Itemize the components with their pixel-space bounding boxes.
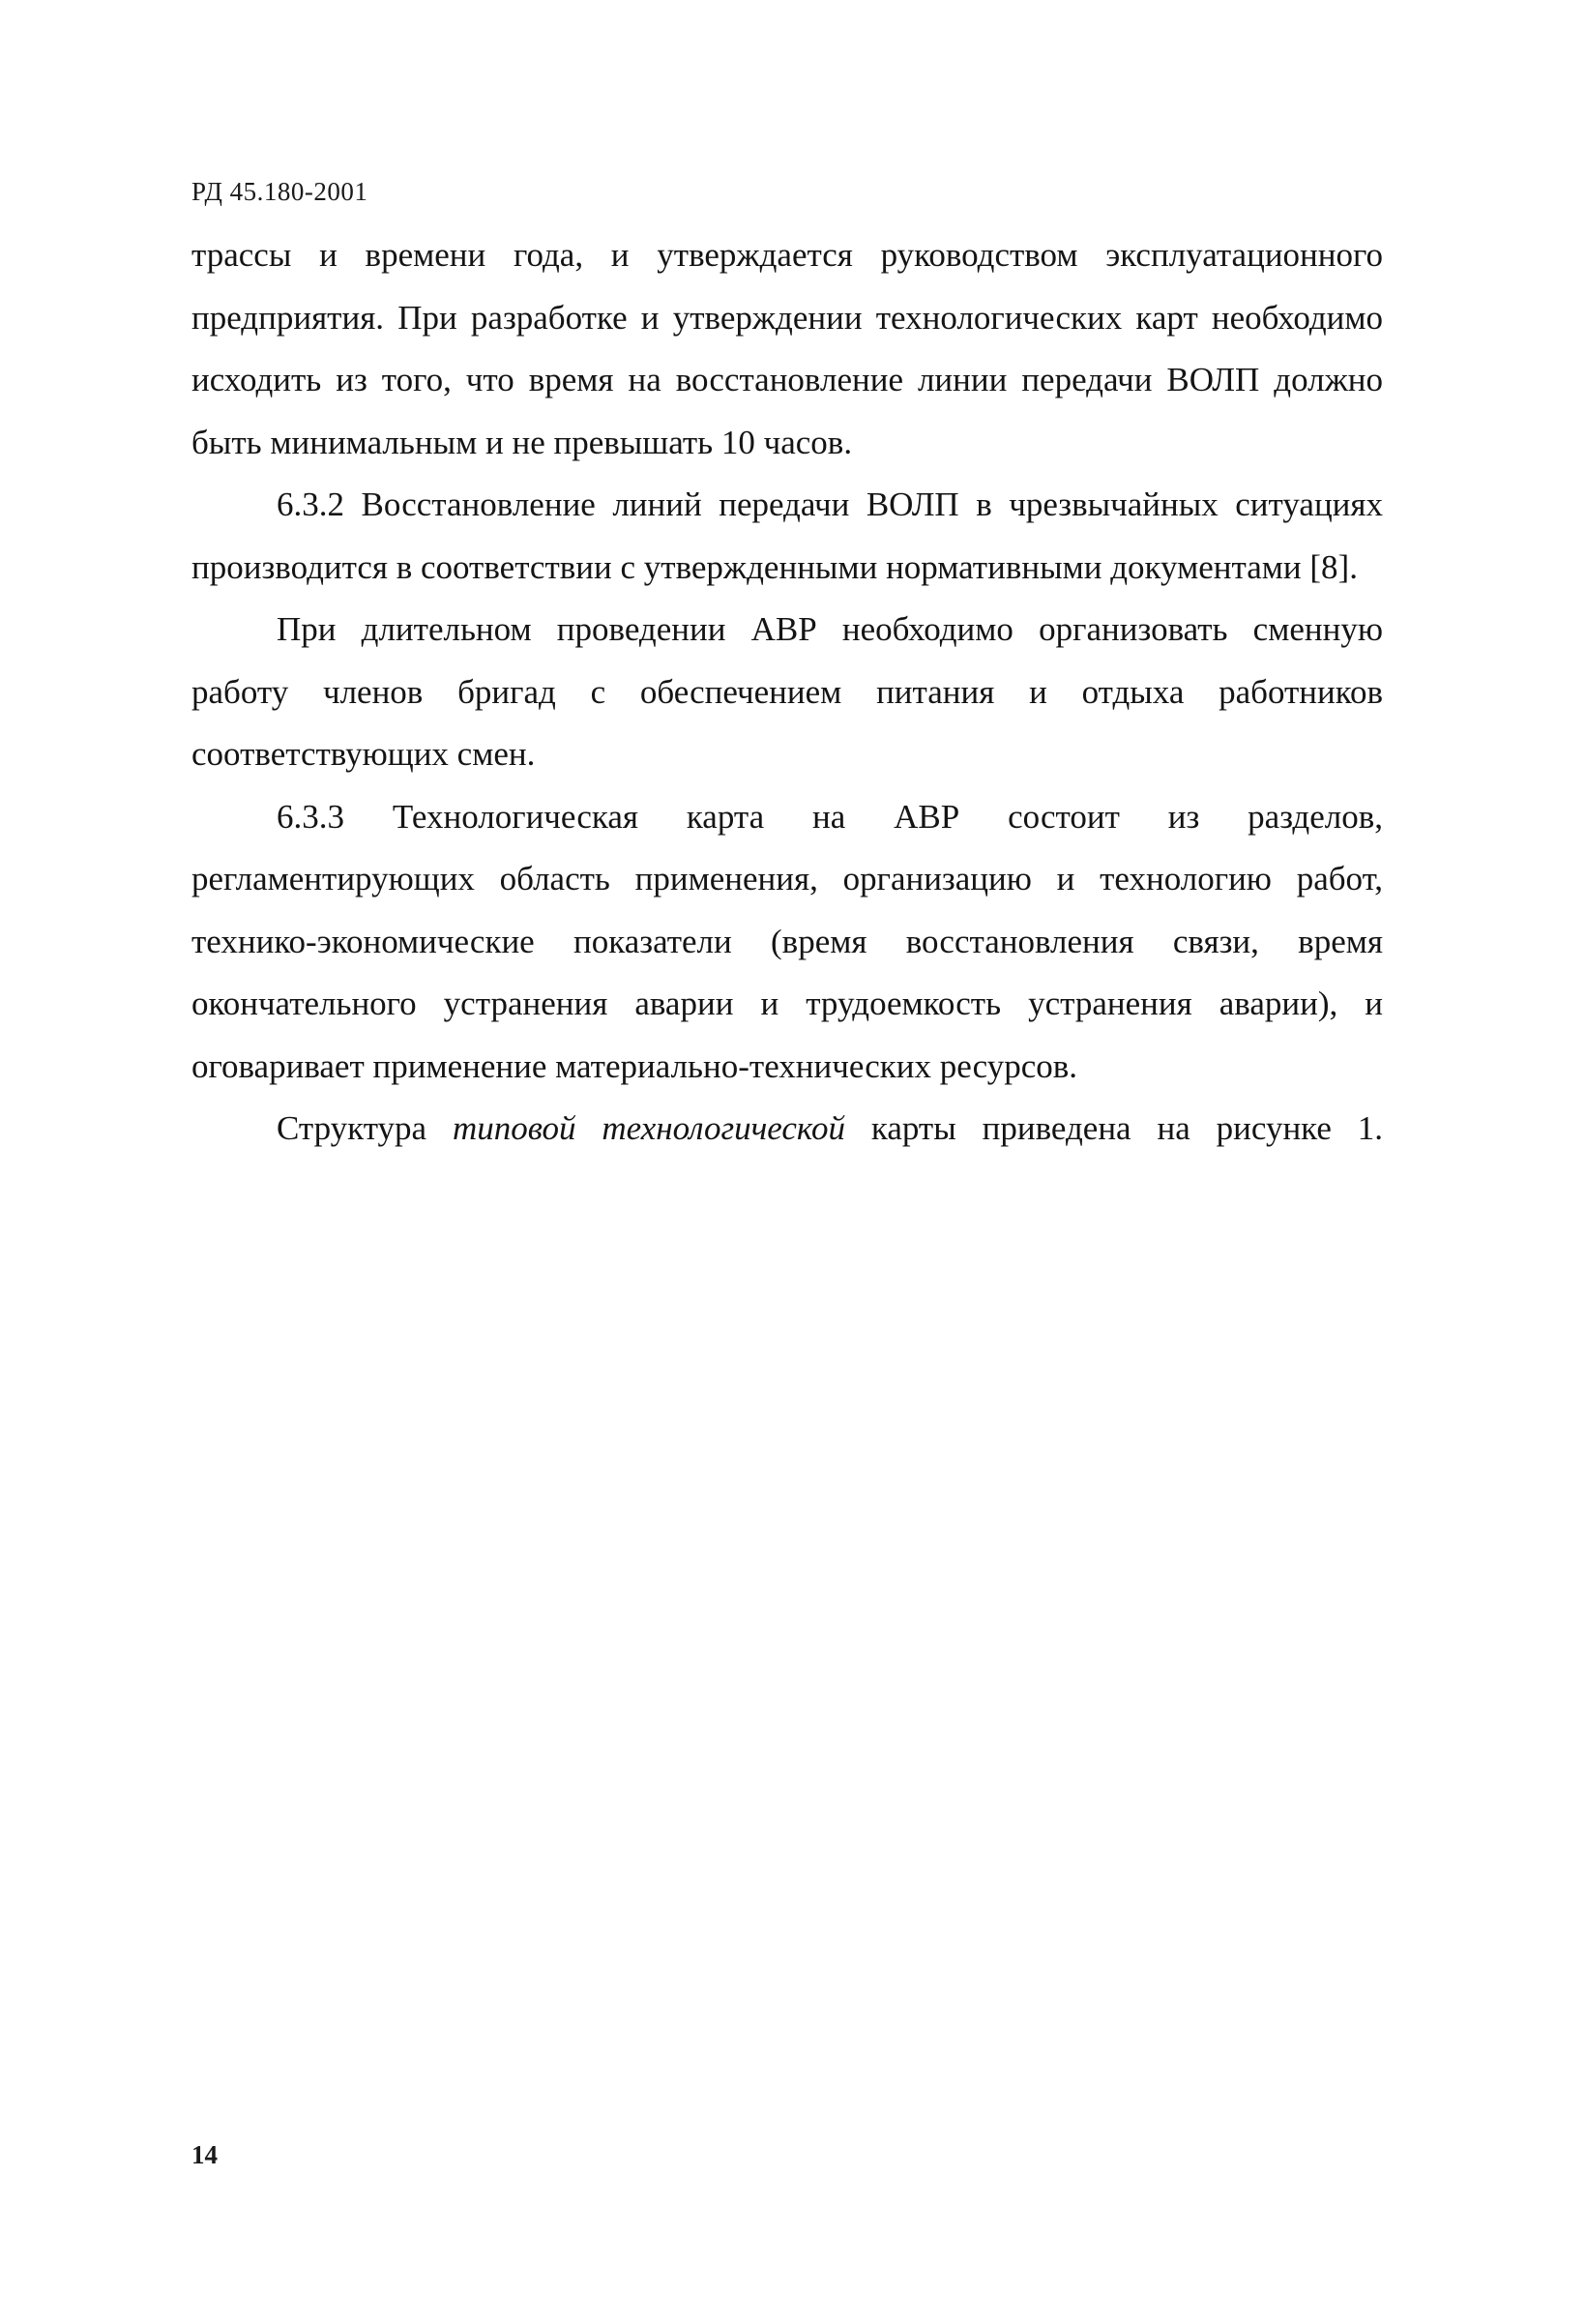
paragraph-6-3-3: 6.3.3 Технологическая карта на АВР состоит из разделов, регламентирующих область применения, организацию и технологию работ, технико-экономические показатели (время восстановления связи, время окончательного устранения аварии и трудоемкость устранения аварии), и оговаривает применение материально-технических ресурсов. [191, 797, 1383, 1085]
document-code: РД 45.180-2001 [191, 177, 368, 206]
figure-reference-line [191, 1098, 1383, 1161]
page-number: 14 [191, 2140, 218, 2169]
paragraph-continuation: трассы и времени года, и утверждается руководством эксплуатационного предприятия. При разработке и утверждении технологических карт необходимо исходить из того, что время на восстановление линии передачи ВОЛП должно быть минимальным и не превышать 10 часов. [191, 236, 1383, 461]
paragraph-6-3-2: 6.3.2 Восстановление линий передачи ВОЛП в чрезвычайных ситуациях производится в соответствии с утвержденными нормативными документами [8]. [191, 485, 1383, 586]
figure-reference-start: Структура [277, 1109, 453, 1147]
body-text [191, 224, 1383, 1161]
paragraph-avr-shifts: При длительном проведении АВР необходимо организовать сменную работу членов бригад с обеспечением питания и отдыха работников соответствующих смен. [191, 610, 1383, 773]
figure-reference-end: карты приведена на рисунке 1. [844, 1109, 1384, 1147]
figure-reference-italic: типовой технологической [452, 1109, 845, 1147]
